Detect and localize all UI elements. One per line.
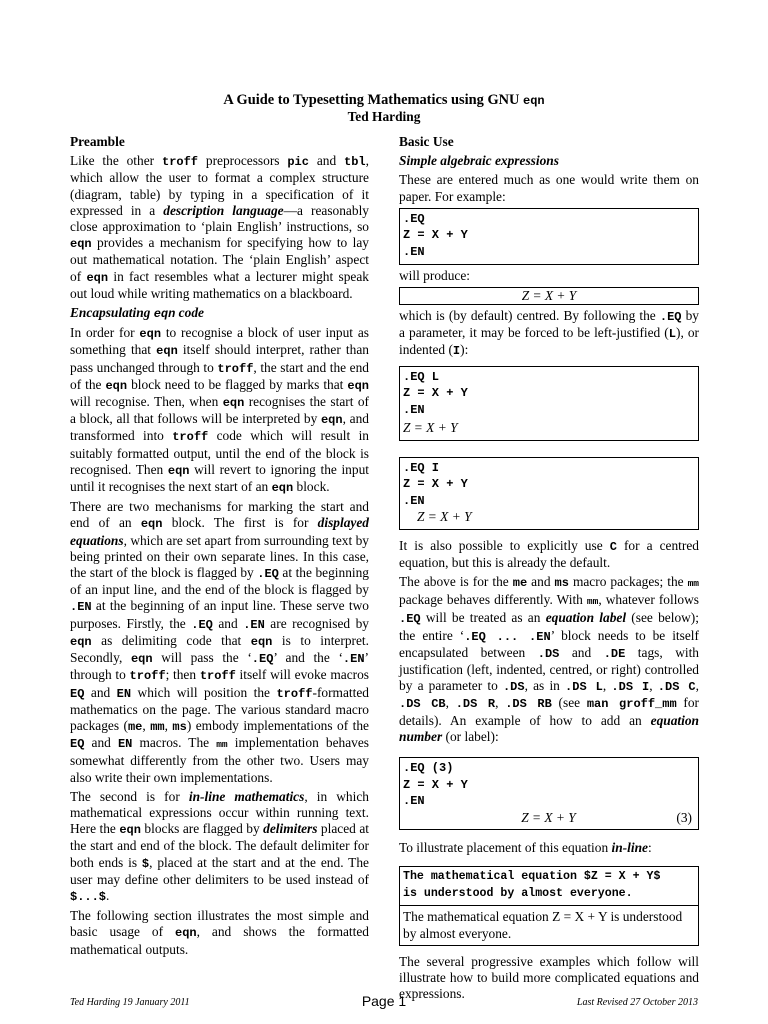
preamble-heading: Preamble bbox=[70, 134, 125, 149]
equation-number: (3) bbox=[676, 809, 692, 825]
numbered-equation: Z = X + Y bbox=[521, 809, 576, 825]
left-justified-code: .EQ L Z = X + Y .EN bbox=[403, 369, 468, 417]
indented-example-box bbox=[399, 457, 699, 530]
macro-packages-paragraph: The above is for the me and ms macro packages; the mm package behaves differently. With mm, whatever follows .EQ will be treated as an equation label (see below); the entire ‘.EQ ... .EN’ block needs to be itself encapsulated between .DS and .DE tags, with justification (left, indented, centred, or right) controlled by a parameter to .DS, as in .DS L, .DS I, .DS C, .DS CB, .DS R, .DS RB (see man groff_mm for details). An example of how to add an equation number (or label): bbox=[399, 573, 700, 744]
centred-paragraph: which is (by default) centred. By following the .EQ by a parameter, it may be forced to be left-justified (L), or indented (I): bbox=[399, 308, 699, 359]
indented-code: .EQ I Z = X + Y .EN bbox=[403, 460, 468, 508]
footer-right: Last Revised 27 October 2013 bbox=[576, 997, 698, 1008]
left-column bbox=[70, 134, 369, 961]
preamble-paragraph: Like the other troff preprocessors pic and tbl, which allow the user to format a complex structure (diagram, table) by typing in a specification of it expressed in a description language—a reasonably close approximation to ‘plain English’ instructions, so eqn provides a mechanism for specifying how to lay out mathematical notation. The ‘plain English’ aspect of eqn in fact resembles what a lecturer might speak out loud while writing mathematics on a blackboard. bbox=[70, 153, 369, 301]
footer-left: Ted Harding 19 January 2011 bbox=[70, 997, 190, 1008]
indented-output: Z = X + Y bbox=[417, 509, 472, 525]
illustrate-inline-paragraph: To illustrate placement of this equation in-line: bbox=[399, 840, 652, 855]
explicit-centre-paragraph: It is also possible to explicitly use C for a centred equation, but this is already the default. bbox=[399, 537, 699, 570]
encapsulating-paragraph: In order for eqn to recognise a block of user input as something that eqn itself should interpret, rather than pass unchanged through to troff, the start and the end of the eqn block need to be flagged by marks that eqn will recognise. Then, when eqn recognises the start of a block, all that follows will be interpreted by eqn, and transformed into troff code which will result in suitably formatted output, until the end of the block is recognised. Then eqn will revert to ignoring the input until it recognises the next start of an eqn block. bbox=[70, 325, 370, 496]
inline-code: The mathematical equation $Z = X + Y$ is understood by almost everyone. bbox=[403, 870, 661, 900]
simple-expressions-heading: Simple algebraic expressions bbox=[399, 153, 559, 169]
left-justified-output: Z = X + Y bbox=[403, 420, 458, 436]
numbered-code: .EQ (3) Z = X + Y .EN bbox=[403, 761, 468, 809]
document-title: A Guide to Typesetting Mathematics using GNU eqn bbox=[223, 92, 545, 108]
inline-paragraph: The second is for in-line mathematics, in which mathematical expressions occur within running text. Here the eqn blocks are flagged by delimiters placed at the start and end of the block. The default delimiter for both ends is $, placed at the start and at the end. The user may define other delimiters to be used instead of $...$. bbox=[70, 788, 369, 904]
numbered-output bbox=[403, 810, 694, 826]
page-number: Page 1 bbox=[361, 993, 407, 1009]
left-justified-example-box bbox=[399, 366, 699, 441]
basic-use-heading: Basic Use bbox=[399, 134, 454, 149]
numbered-example-box bbox=[399, 757, 699, 830]
author-name: Ted Harding bbox=[347, 109, 421, 124]
inline-example-box bbox=[399, 866, 699, 946]
will-produce-text: will produce: bbox=[399, 267, 471, 283]
final-paragraph: The several progressive examples which follow will illustrate how to build more complicated equations and expressions. bbox=[399, 953, 699, 1002]
example-code-box: .EQ Z = X + Y .EN bbox=[399, 208, 699, 265]
encapsulating-heading: Encapsulating eqn code bbox=[70, 305, 204, 322]
simple-intro-paragraph: These are entered much as one would write them on paper. For example: bbox=[399, 172, 699, 204]
mechanisms-paragraph: There are two mechanisms for marking the start and end of an eqn block. The first is for displayed equations, which are set apart from surrounding text by being printed on their own separate lines. In this case, the start of the block is flagged by .EQ at the beginning of an input line, and the end of the block is flagged by .EN at the beginning of an input line. These serve two purposes. Firstly, the .EQ and .EN are recognised by eqn as delimiting code that eqn is to interpret. Secondly, eqn will pass the ‘.EQ’ and the ‘.EN’ through to troff; then troff itself will evoke macros EQ and EN which will position the troff-formatted mathematics on the page. The various standard macro packages (me, mm, ms) embody implementations of the EQ and EN macros. The mm implementation behaves somewhat differently from the other two. Users may also write their own implementations. bbox=[70, 499, 370, 785]
inline-output: The mathematical equation Z = X + Y is understood by almost everyone. bbox=[400, 905, 698, 941]
following-section-paragraph: The following section illustrates the most simple and basic usage of eqn, and shows the formatted mathematical outputs. bbox=[70, 908, 370, 957]
example-output-box: Z = X + Y bbox=[399, 287, 699, 305]
right-column bbox=[399, 134, 699, 1005]
